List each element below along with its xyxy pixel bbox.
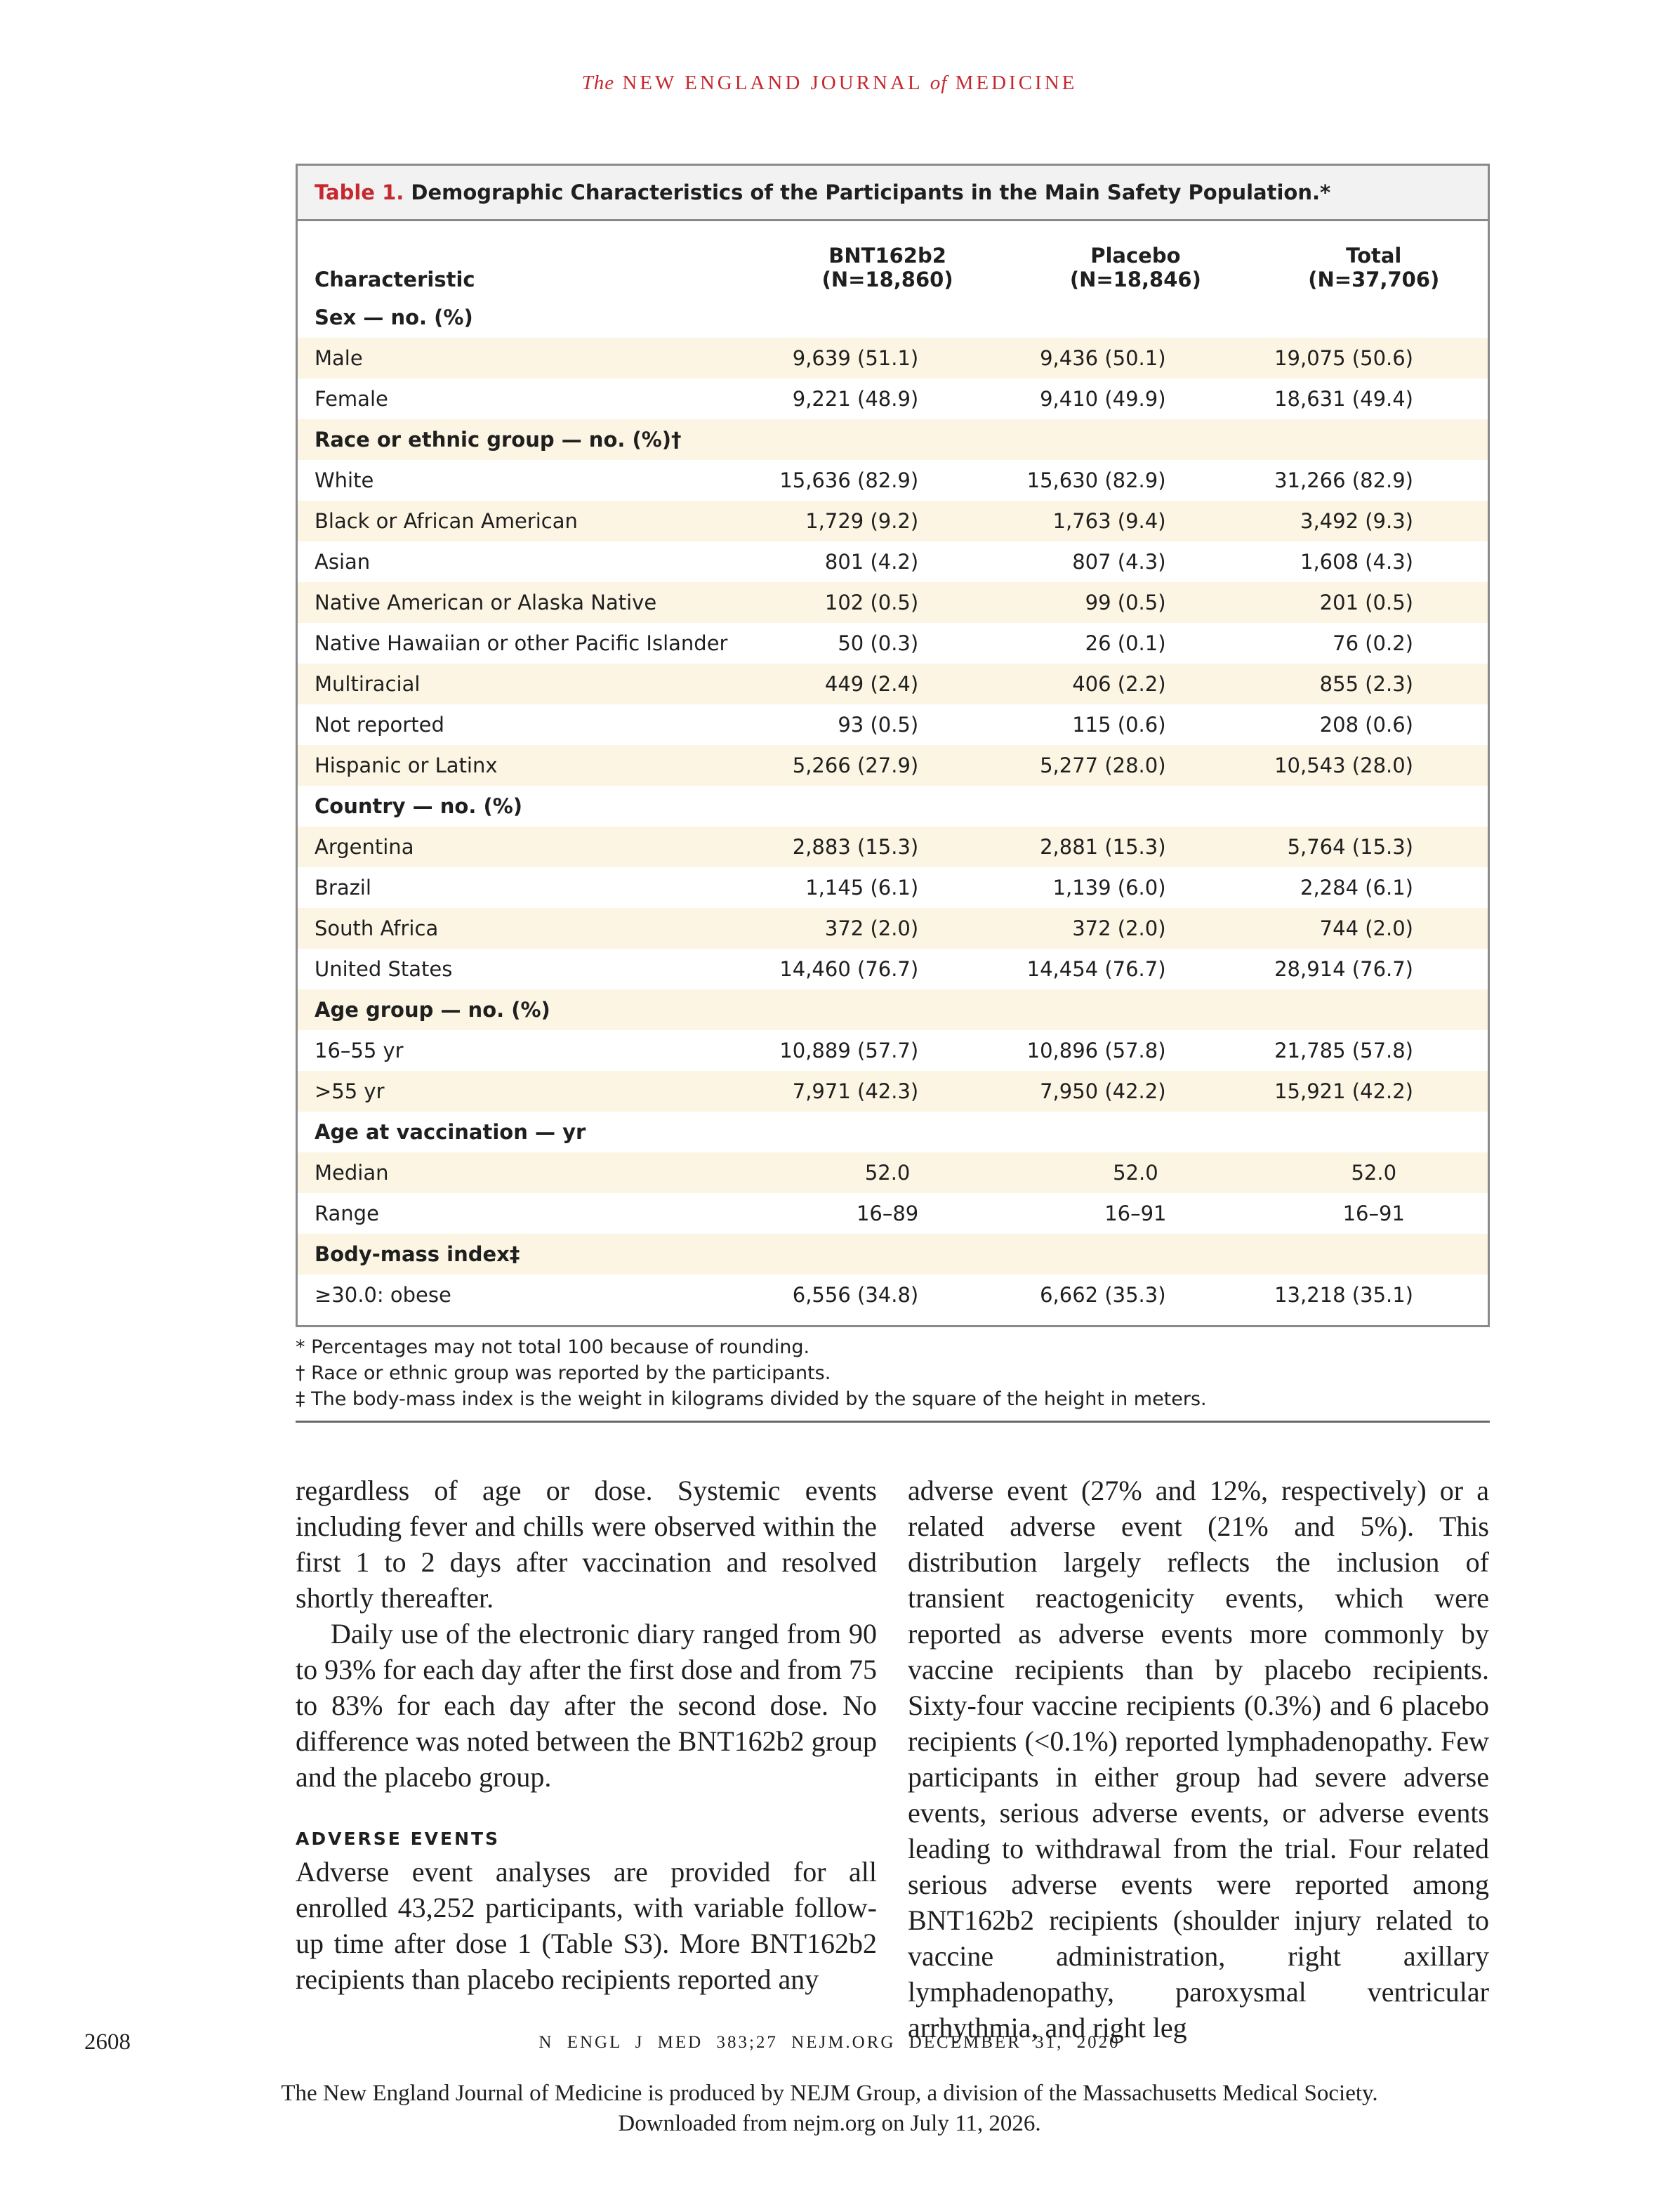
cell-placebo: 9,410 (49.9): [1040, 387, 1166, 411]
header-placebo-name: Placebo: [1090, 244, 1181, 268]
table-row: [298, 582, 1488, 623]
cell-characteristic: Male: [298, 338, 764, 378]
cell-characteristic: >55 yr: [298, 1071, 764, 1112]
table-row: [298, 908, 1488, 949]
body-paragraph: Daily use of the electronic diary ranged from 90 to 93% for each day after the first dose and from 75 to 83% for each day after the second dose. No difference was noted between the BNT162b2 group and the placebo group.: [296, 1618, 877, 1793]
cell-bnt: [764, 297, 1011, 338]
header-placebo: [1011, 221, 1260, 297]
cell-bnt: [764, 989, 1011, 1030]
cell-total: [1260, 297, 1488, 338]
cell-characteristic: Black or African American: [298, 501, 764, 541]
cell-characteristic: 16–55 yr: [315, 1039, 404, 1062]
cell-placebo: 372 (2.0): [1011, 908, 1260, 949]
cell-total: 13,218 (35.1): [1274, 1283, 1413, 1307]
cell-total: 31,266 (82.9): [1274, 468, 1413, 492]
cell-total: 10,543 (28.0): [1260, 745, 1488, 786]
cell-bnt: [764, 786, 1011, 827]
cell-placebo: [1011, 419, 1260, 460]
cell-placebo: 115 (0.6): [1072, 713, 1166, 737]
table-row: [298, 1152, 1488, 1193]
header-bnt: [764, 221, 1011, 297]
cell-placebo: 9,436 (50.1): [1011, 338, 1260, 378]
cell-total: 21,785 (57.8): [1274, 1039, 1413, 1062]
cell-placebo: 14,454 (76.7): [1026, 957, 1166, 981]
header-characteristic: Characteristic: [315, 268, 475, 291]
cell-characteristic: Age at vaccination — yr: [315, 1120, 586, 1144]
cell-placebo: 6,662 (35.3): [1040, 1283, 1166, 1307]
cell-total: 744 (2.0): [1260, 908, 1488, 949]
cell-characteristic: United States: [315, 957, 453, 981]
cell-characteristic: Multiracial: [298, 664, 764, 704]
cell-bnt: 52.0: [764, 1152, 1011, 1193]
cell-bnt: [764, 1112, 1011, 1152]
cell-placebo: 99 (0.5): [1011, 582, 1260, 623]
cell-bnt: 9,639 (51.1): [764, 338, 1011, 378]
running-head-of: of: [930, 72, 948, 94]
cell-characteristic: Age group — no. (%): [298, 989, 764, 1030]
cell-placebo: 7,950 (42.2): [1011, 1071, 1260, 1112]
header-bnt-n: (N=18,860): [821, 268, 953, 291]
table-row: [298, 664, 1488, 704]
table-row: [298, 1193, 1488, 1234]
cell-characteristic: South Africa: [298, 908, 764, 949]
cell-placebo: 26 (0.1): [1085, 631, 1166, 655]
download-notice: [0, 2079, 1659, 2139]
cell-total: 3,492 (9.3): [1260, 501, 1488, 541]
cell-placebo: 16–91: [1104, 1202, 1167, 1225]
cell-bnt: 1,145 (6.1): [805, 876, 919, 900]
table-group-row: [298, 786, 1488, 827]
cell-total: 208 (0.6): [1319, 713, 1413, 737]
cell-bnt: 10,889 (57.7): [779, 1039, 919, 1062]
cell-total: [1260, 1112, 1488, 1152]
running-head-the: The: [581, 72, 615, 94]
table-row: [298, 949, 1488, 989]
cell-placebo: 52.0: [1011, 1152, 1260, 1193]
body-paragraph: Adverse event analyses are provided for all enrolled 43,252 participants, with variable follow-up time after dose 1 (Table S3). More BNT162b2 recipients than placebo recipients reported any: [296, 1856, 877, 1995]
cell-placebo: 2,881 (15.3): [1011, 827, 1260, 867]
cell-bnt: 2,883 (15.3): [764, 827, 1011, 867]
cell-bnt: 14,460 (76.7): [779, 957, 919, 981]
table-row: [298, 501, 1488, 541]
cell-characteristic: Argentina: [298, 827, 764, 867]
table-header-row: [298, 221, 1488, 297]
footnote-rounding: * Percentages may not total 100 because of rounding.: [296, 1336, 810, 1358]
cell-bnt: 16–89: [856, 1202, 919, 1225]
cell-characteristic: Median: [298, 1152, 764, 1193]
header-total-n: (N=37,706): [1308, 268, 1440, 291]
cell-characteristic: Not reported: [315, 713, 444, 737]
table-row: [298, 1275, 1488, 1315]
cell-total: 16–91: [1342, 1202, 1405, 1225]
cell-placebo: [1011, 1112, 1260, 1152]
journal-citation: N ENGL J MED 383;27 NEJM.ORG DECEMBER 31, 2020: [538, 2033, 1121, 2052]
cell-bnt: 801 (4.2): [824, 550, 919, 574]
running-head: [0, 72, 1659, 95]
table-row: [298, 827, 1488, 867]
cell-total: 201 (0.5): [1260, 582, 1488, 623]
table-caption: [298, 166, 1488, 221]
cell-bnt: [764, 1234, 1011, 1275]
cell-placebo: 1,763 (9.4): [1011, 501, 1260, 541]
cell-bnt: 1,729 (9.2): [764, 501, 1011, 541]
running-head-journal: NEW ENGLAND JOURNAL: [622, 72, 923, 94]
cell-placebo: [1011, 297, 1260, 338]
cell-characteristic: White: [315, 468, 374, 492]
cell-characteristic: Native Hawaiian or other Pacific Islander: [315, 631, 728, 655]
cell-characteristic: Hispanic or Latinx: [298, 745, 764, 786]
cell-bnt: 6,556 (34.8): [792, 1283, 919, 1307]
table-group-row: [298, 1112, 1488, 1152]
cell-bnt: 372 (2.0): [764, 908, 1011, 949]
table-group-row: [298, 989, 1488, 1030]
cell-total: 76 (0.2): [1333, 631, 1413, 655]
cell-placebo: 406 (2.2): [1011, 664, 1260, 704]
cell-total: 2,284 (6.1): [1300, 876, 1413, 900]
cell-total: [1260, 419, 1488, 460]
cell-placebo: [1011, 989, 1260, 1030]
cell-total: [1260, 1234, 1488, 1275]
table-footnotes: [296, 1334, 1490, 1412]
section-heading: ADVERSE EVENTS: [296, 1829, 501, 1849]
header-bnt-name: BNT162b2: [828, 244, 946, 268]
cell-characteristic: Range: [315, 1202, 379, 1225]
table-row: [298, 1030, 1488, 1071]
cell-bnt: 50 (0.3): [838, 631, 919, 655]
cell-placebo: [1011, 786, 1260, 827]
cell-total: 18,631 (49.4): [1274, 387, 1413, 411]
cell-placebo: 807 (4.3): [1072, 550, 1166, 574]
body-column-right: [908, 1473, 1489, 2046]
cell-placebo: 5,277 (28.0): [1011, 745, 1260, 786]
cell-total: 28,914 (76.7): [1274, 957, 1413, 981]
table-row: [298, 704, 1488, 745]
header-total-name: Total: [1346, 244, 1402, 268]
table-body: [298, 297, 1488, 1315]
table-group-row: [298, 297, 1488, 338]
table-row: [298, 745, 1488, 786]
table-title: Demographic Characteristics of the Participants in the Main Safety Population.*: [411, 180, 1331, 204]
table-group-row: [298, 419, 1488, 460]
cell-bnt: 7,971 (42.3): [764, 1071, 1011, 1112]
cell-bnt: [764, 419, 1011, 460]
header-total: [1260, 221, 1488, 297]
cell-total: 855 (2.3): [1260, 664, 1488, 704]
cell-total: 15,921 (42.2): [1260, 1071, 1488, 1112]
cell-bnt: 449 (2.4): [764, 664, 1011, 704]
table-row: [298, 460, 1488, 501]
cell-placebo: 15,630 (82.9): [1026, 468, 1166, 492]
footnote-race: † Race or ethnic group was reported by the participants.: [296, 1362, 831, 1384]
cell-characteristic: Sex — no. (%): [315, 305, 473, 329]
cell-total: [1260, 786, 1488, 827]
cell-placebo: [1011, 1234, 1260, 1275]
cell-characteristic: Native American or Alaska Native: [298, 582, 764, 623]
cell-characteristic: Brazil: [315, 876, 371, 900]
table-row: [298, 867, 1488, 908]
table-row: [298, 541, 1488, 582]
body-column-left: [296, 1473, 877, 1997]
divider-rule: [296, 1421, 1490, 1423]
cell-placebo: 1,139 (6.0): [1052, 876, 1166, 900]
cell-characteristic: ≥30.0: obese: [315, 1283, 451, 1307]
table-row: [298, 378, 1488, 419]
body-paragraph: adverse event (27% and 12%, respectively) or a related adverse event (21% and 5%). This distribution largely reflects the inclusion of transient reactogenicity events, which were reported as adverse events more commonly by vaccine recipients than by placebo recipients. Sixty-four vaccine recipients (0.3%) and 6 placebo recipients (<0.1%) reported lymphadenopathy. Few participants in either group had severe adverse events, serious adverse events, or adverse events leading to withdrawal from the trial. Four related serious adverse events were reported among BNT162b2 recipients (shoulder injury related to vaccine administration, right axillary lymphadenopathy, paroxysmal ventricular arrhythmia, and right leg: [908, 1475, 1489, 2043]
notice-line: Downloaded from nejm.org on July 11, 2026.: [618, 2111, 1041, 2136]
notice-line: The New England Journal of Medicine is produced by NEJM Group, a division of the Massachusetts Medical Society.: [281, 2081, 1378, 2106]
cell-total: 1,608 (4.3): [1300, 550, 1413, 574]
cell-bnt: 102 (0.5): [764, 582, 1011, 623]
cell-total: [1260, 989, 1488, 1030]
cell-total: 5,764 (15.3): [1260, 827, 1488, 867]
table-row: [298, 1071, 1488, 1112]
body-paragraph: regardless of age or dose. Systemic events including fever and chills were observed within the first 1 to 2 days after vaccination and resolved shortly thereafter.: [296, 1475, 877, 1614]
cell-characteristic: Asian: [315, 550, 371, 574]
cell-bnt: 9,221 (48.9): [792, 387, 919, 411]
page-number: 2608: [84, 2029, 131, 2055]
cell-total: 52.0: [1260, 1152, 1488, 1193]
table-label: Table 1.: [315, 180, 404, 204]
cell-bnt: 5,266 (27.9): [764, 745, 1011, 786]
footnote-bmi: ‡ The body-mass index is the weight in kilograms divided by the square of the height in meters.: [296, 1388, 1207, 1410]
cell-bnt: 93 (0.5): [838, 713, 919, 737]
table-row: [298, 623, 1488, 664]
cell-characteristic: Country — no. (%): [315, 794, 523, 818]
table-row: [298, 338, 1488, 378]
running-head-medicine: MEDICINE: [955, 72, 1078, 94]
cell-characteristic: Female: [315, 387, 388, 411]
cell-characteristic: Body-mass index‡: [298, 1234, 764, 1275]
header-placebo-n: (N=18,846): [1069, 268, 1201, 291]
table-group-row: [298, 1234, 1488, 1275]
cell-total: 19,075 (50.6): [1260, 338, 1488, 378]
table-1: [296, 164, 1490, 1327]
cell-characteristic: Race or ethnic group — no. (%)†: [298, 419, 764, 460]
cell-placebo: 10,896 (57.8): [1026, 1039, 1166, 1062]
demographics-table: [298, 221, 1488, 1315]
cell-bnt: 15,636 (82.9): [779, 468, 919, 492]
